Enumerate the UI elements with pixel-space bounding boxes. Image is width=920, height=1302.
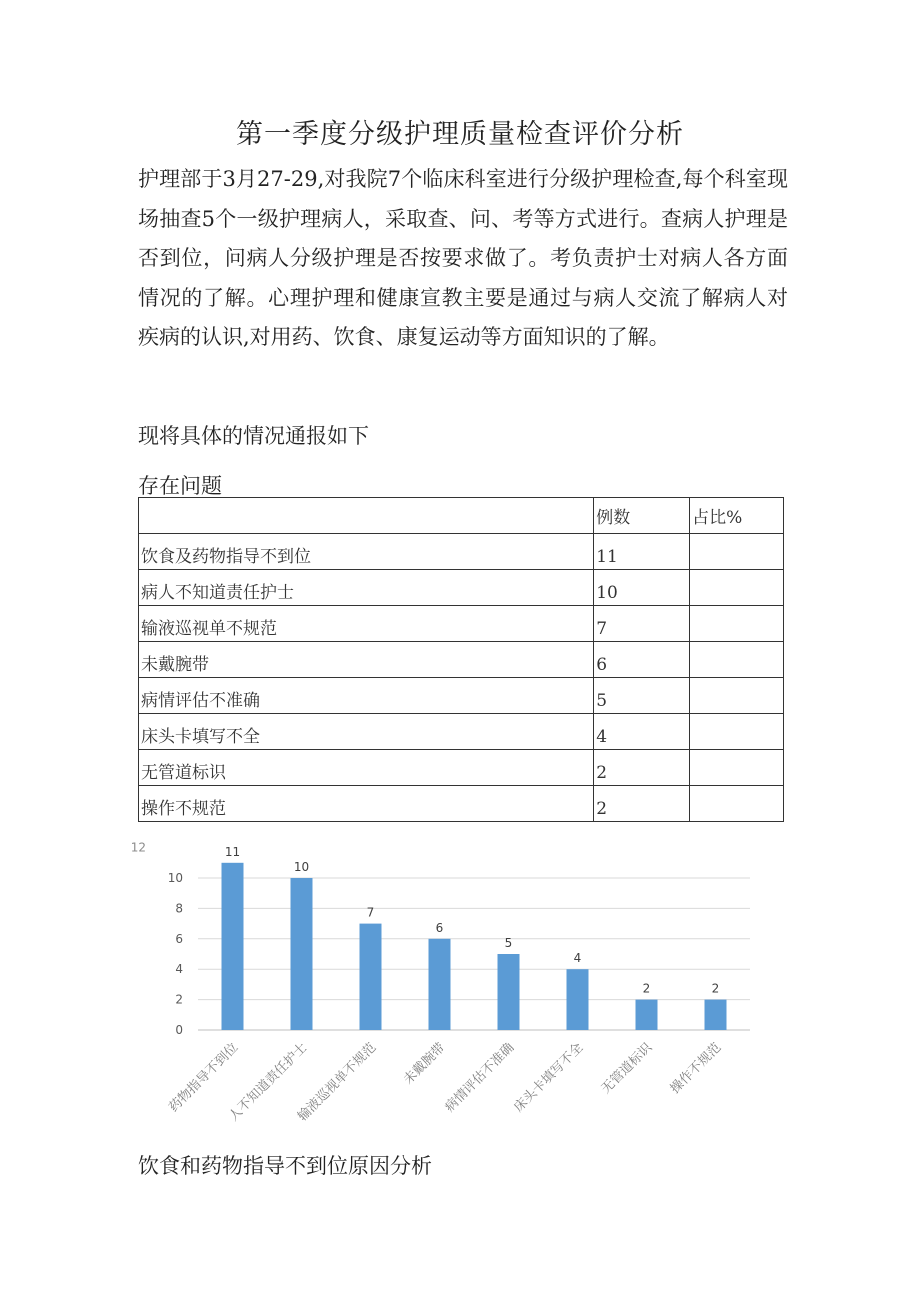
percent-cell (690, 570, 784, 606)
x-tick-label: 病情评估不准确 (442, 1040, 518, 1116)
x-tick-label: 输液巡视单不规范 (295, 1040, 380, 1125)
issues-heading: 存在问题 (138, 474, 222, 498)
data-label: 10 (293, 860, 310, 874)
percent-cell (690, 750, 784, 786)
data-label: 11 (224, 844, 241, 859)
percent-cell (690, 534, 784, 570)
bar (636, 1000, 658, 1030)
y-tick-label: 2 (175, 992, 183, 1007)
issues-bar-chart (120, 838, 760, 1128)
count-cell: 10 (594, 570, 690, 606)
percent-cell (690, 642, 784, 678)
issue-cell: 未戴腕带 (139, 642, 594, 678)
issue-cell: 输液巡视单不规范 (139, 606, 594, 642)
intro-paragraph: 护理部于3月27-29,对我院7个临床科室进行分级护理检查,每个科室现场抽查5个一级护理病人，采取查、问、考等方式进行。查病人护理是否到位，问病人分级护理是否按要求做了。考负责护士对病人各方面情况的了解。心理护理和健康宣教主要是通过与病人交流了解病人对疾病的认识,对用药、饮食、康复运动等方面知识的了解。 (138, 167, 788, 349)
issue-cell: 病情评估不准确 (139, 678, 594, 714)
table-header-row (139, 498, 784, 534)
table-row (139, 786, 784, 822)
data-label: 6 (435, 920, 444, 935)
bar (360, 924, 382, 1030)
percent-cell (690, 786, 784, 822)
table-row (139, 750, 784, 786)
x-tick-label: 药物指导不到位 (166, 1040, 242, 1116)
bar (498, 954, 520, 1030)
y-tick-label: 8 (175, 901, 183, 916)
table-row (139, 642, 784, 678)
bar (567, 969, 589, 1030)
report-line: 现将具体的情况通报如下 (138, 424, 369, 448)
y-tick-label: 0 (175, 1023, 183, 1037)
x-tick-label: 人不知道责任护士 (226, 1040, 311, 1125)
bar (222, 863, 244, 1030)
page-title: 第一季度分级护理质量检查评价分析 (236, 119, 684, 150)
count-cell: 7 (594, 606, 690, 642)
count-cell: 5 (594, 678, 690, 714)
bar (705, 1000, 727, 1030)
table-row (139, 534, 784, 570)
count-cell: 11 (594, 534, 690, 570)
x-tick-label: 操作不规范 (667, 1040, 725, 1097)
next-section-heading: 饮食和药物指导不到位原因分析 (138, 1154, 432, 1178)
issue-cell: 无管道标识 (139, 750, 594, 786)
y-tick-label: 12 (130, 840, 146, 855)
data-label: 2 (642, 981, 651, 996)
table-row (139, 570, 784, 606)
x-tick-label: 无管道标识 (598, 1040, 656, 1097)
y-tick-label: 10 (167, 871, 183, 885)
count-cell: 2 (594, 786, 690, 822)
table-row (139, 606, 784, 642)
issue-cell: 床头卡填写不全 (139, 714, 594, 750)
count-cell: 2 (594, 750, 690, 786)
issue-cell: 饮食及药物指导不到位 (139, 534, 594, 570)
table-header-cell: 例数 (594, 498, 690, 534)
table-header-cell: 占比% (690, 498, 784, 534)
data-label: 5 (504, 936, 513, 950)
x-tick-label: 未戴腕带 (400, 1040, 449, 1088)
count-cell: 6 (594, 642, 690, 678)
percent-cell (690, 678, 784, 714)
percent-cell (690, 714, 784, 750)
y-tick-label: 6 (175, 931, 183, 946)
data-label: 4 (573, 951, 582, 966)
bar (429, 939, 451, 1030)
data-label: 7 (366, 905, 375, 920)
issue-cell: 病人不知道责任护士 (139, 570, 594, 606)
y-tick-label: 4 (175, 962, 183, 977)
table-header-cell (139, 498, 594, 534)
data-label: 2 (711, 981, 720, 996)
count-cell: 4 (594, 714, 690, 750)
issues-table (138, 497, 784, 822)
issue-cell: 操作不规范 (139, 786, 594, 822)
percent-cell (690, 606, 784, 642)
bar (291, 878, 313, 1030)
table-row (139, 714, 784, 750)
table-row (139, 678, 784, 714)
x-tick-label: 床头卡填写不全 (511, 1040, 587, 1116)
